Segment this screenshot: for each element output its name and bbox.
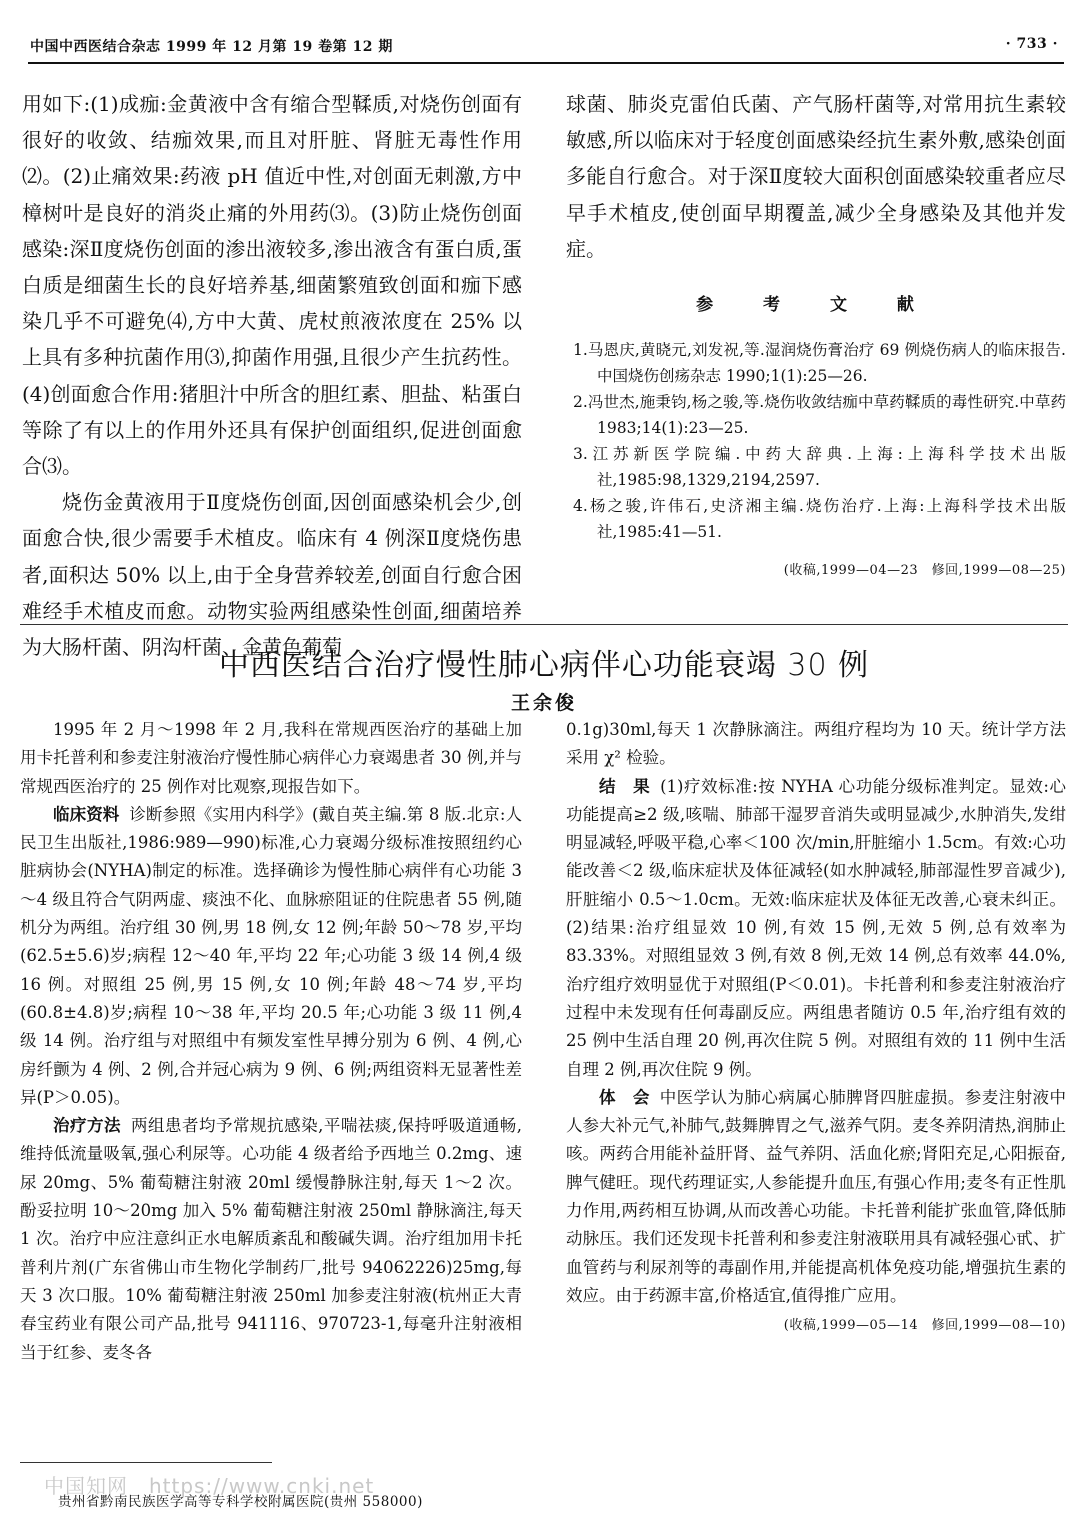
results-text: (1)疗效标准:按 NYHA 心功能分级标准判定。显效:心功能提高≥2 级,咳喘、肺部干湿罗音消失或明显减少,水肿消失,发绀明显减轻,呼吸平稳,心率＜100 次/min,肝脏缩小 1.5cm。有效:心功能改善＜2 级,临床症状及体征减轻(如水肿减轻,肺部湿性罗音减少),肝脏缩小 0.5～1.0cm。无效:临床症状及体征无改善,心衰未纠正。(2)结果:治疗组显效 10 例,有效 15 例,无效 5 例,总有效率为 83.33%。对照组显效 3 例,有效 8 例,无效 14 例,总有效率 44.0%,治疗组疗效明显优于对照组(P＜0.01)。卡托普利和参麦注射液治疗过程中未发现有任何毒副反应。两组患者随访 0.5 年,治疗组有效的 25 例中生活自理 20 例,再次住院 5 例。对照组有效的 11 例中生活自理 2 例,再次住院 9 例。 (566, 776, 1066, 1079)
article-separator (20, 624, 1068, 625)
section-heading-clinical: 临床资料 (53, 804, 120, 824)
treatment-text: 两组患者均予常规抗感染,平喘祛痰,保持呼吸道通畅,维持低流量吸氧,强心利尿等。心功能 4 级者给予西地兰 0.2mg、速尿 20mg、5% 葡萄糖注射液 20ml 缓慢静脉注射,每天 1～2 次。酚妥拉明 10～20mg 加入 5% 葡萄糖注射液 250ml 静脉滴注,每天 1 次。治疗中应注意纠正水电解质紊乱和酸碱失调。治疗组加用卡托普利片剂(广东省佛山市生物化学制药厂,批号 94062226)25mg,每天 3 次口服。10% 葡萄糖注射液 250ml 加参麦注射液(杭州正大青春宝药业有限公司产品,批号 941116、970723-1,每毫升注射液相当于红参、麦冬各 (20, 1116, 522, 1362)
section-heading-treatment: 治疗方法 (53, 1116, 122, 1136)
discussion-paragraph (566, 1084, 1066, 1310)
section-heading-results: 结 果 (599, 776, 651, 796)
received-date: (收稿,1999—05—14 修回,1999—08—10) (783, 1318, 1066, 1334)
results-paragraph (566, 773, 1066, 1084)
previous-article-right-column (566, 86, 1066, 589)
treatment-paragraph (20, 1112, 522, 1367)
section-heading-discussion: 体 会 (599, 1087, 650, 1107)
intro-paragraph: 1995 年 2 月～1998 年 2 月,我科在常规西医治疗的基础上加用卡托普利和参麦注射液治疗慢性肺心病伴心力衰竭患者 30 例,并与常规西医治疗的 25 例作对比观察,现报告如下。 (20, 720, 522, 796)
references-heading: 参 考 文 献 (696, 295, 936, 316)
reference-item: 4.杨之骏,许伟石,史济湘主编.烧伤治疗.上海:上海科学技术出版社,1985:41—51. (572, 497, 1066, 542)
received-date: (收稿,1999—04—23 修回,1999—08—25) (783, 563, 1066, 579)
article-right-column (566, 716, 1066, 1341)
reference-list (566, 337, 1066, 545)
discussion-text: 中医学认为肺心病属心肺脾肾四脏虚损。参麦注射液中人参大补元气,补肺气,鼓舞脾胃之气,滋养气阴。麦冬养阴清热,润肺止咳。两药合用能补益肝肾、益气养阴、活血化瘀;肾阳充足,心阳振奋,脾气健旺。现代药理证实,人参能提升血压,有强心作用;麦冬有正性肌力作用,两药相互协调,从而改善心功能。卡托普利能扩张血管,降低肺动脉压。我们还发现卡托普利和参麦注射液联用具有减轻强心甙、扩血管药与利尿剂等的毒副作用,并能提高机体免疫功能,增强抗生素的效应。由于药源丰富,价格适宜,值得推广应用。 (566, 1087, 1067, 1305)
page-number: · 733 · (1005, 36, 1058, 52)
header-rule (28, 62, 1064, 64)
footnote-rule (20, 1462, 272, 1463)
journal-citation: 中国中西医结合杂志 1999 年 12 月第 19 卷第 12 期 (30, 39, 393, 55)
article-title: 中西医结合治疗慢性肺心病伴心功能衰竭 30 例 (218, 648, 870, 683)
article-author: 王余俊 (510, 692, 577, 714)
clinical-paragraph (20, 801, 522, 1112)
reference-item: 2.冯世杰,施秉钧,杨之骏,等.烧伤收敛结痂中草药鞣质的毒性研究.中草药 1983;14(1):23—25. (572, 393, 1066, 438)
body-paragraph: 用如下:(1)成痂:金黄液中含有缩合型鞣质,对烧伤创面有很好的收敛、结痂效果,而且对肝脏、肾脏无毒性作用⑵。(2)止痛效果:药液 pH 值近中性,对创面无刺激,方中樟树叶是良好的消炎止痛的外用药⑶。(3)防止烧伤创面感染:深Ⅱ度烧伤创面的渗出液较多,渗出液含有蛋白质,蛋白质是细菌生长的良好培养基,细菌繁殖致创面和痂下感染几乎不可避免⑷,方中大黄、虎杖煎液浓度在 25% 以上具有多种抗菌作用⑶,抑菌作用强,且很少产生抗药性。(4)创面愈合作用:猪胆汁中所含的胆红素、胆盐、粘蛋白等除了有以上的作用外还具有保护创面组织,促进创面愈合⑶。 (22, 92, 522, 479)
reference-item: 3.江苏新医学院编.中药大辞典.上海:上海科学技术出版社,1985:98,1329,2194,2597. (572, 445, 1066, 490)
clinical-text: 诊断参照《实用内科学》(戴自英主编.第 8 版.北京:人民卫生出版社,1986:989—990)标准,心力衰竭分级标准按照纽约心脏病协会(NYHA)制定的标准。选择确诊为慢性肺心病伴有心功能 3～4 级且符合气阴两虚、痰浊不化、血脉瘀阻证的住院患者 55 例,随机分为两组。治疗组 30 例,男 18 例,女 12 例;年龄 50～78 岁,平均(62.5±5.6)岁;病程 12～40 年,平均 22 年;心功能 3 级 14 例,4 级 16 例。对照组 25 例,男 15 例,女 10 例;年龄 48～74 岁,平均(60.8±4.8)岁;病程 10～38 年,平均 20.5 年;心功能 3 级 11 例,4 级 14 例。治疗组与对照组中有频发室性早搏分别为 6 例、4 例,心房纤颤为 4 例、2 例,合并冠心病为 9 例、6 例;两组资料无显著性差异(P＞0.05)。 (20, 804, 522, 1107)
body-paragraph: 烧伤金黄液用于Ⅱ度烧伤创面,因创面感染机会少,创面愈合快,很少需要手术植皮。临床有 4 例深Ⅱ度烧伤患者,面积达 50% 以上,由于全身营养较差,创面自行愈合困难经手术植皮而愈。动物实验两组感染性创面,细菌培养为大肠杆菌、阴沟杆菌、金黄色葡萄 (22, 490, 522, 660)
reference-item: 1.马恩庆,黄晓元,刘发祝,等.湿润烧伤膏治疗 69 例烧伤病人的临床报告.中国烧伤创疡杂志 1990;1(1):25—26. (572, 341, 1066, 386)
affiliation-footnote: 贵州省黔南民族医学高等专科学校附属医院(贵州 558000) (58, 1494, 423, 1510)
article-left-column (20, 716, 522, 1367)
cnki-watermark: 中国知网 https://www.cnki.net (44, 1474, 375, 1498)
previous-article-left-column (22, 86, 522, 665)
body-paragraph: 球菌、肺炎克雷伯氏菌、产气肠杆菌等,对常用抗生素较敏感,所以临床对于轻度创面感染经抗生素外敷,感染创面多能自行愈合。对于深Ⅱ度较大面积创面感染较重者应尽早手术植皮,使创面早期覆盖,减少全身感染及其他并发症。 (566, 92, 1066, 261)
treatment-continuation: 0.1g)30ml,每天 1 次静脉滴注。两组疗程均为 10 天。统计学方法采用 χ² 检验。 (566, 720, 1066, 768)
